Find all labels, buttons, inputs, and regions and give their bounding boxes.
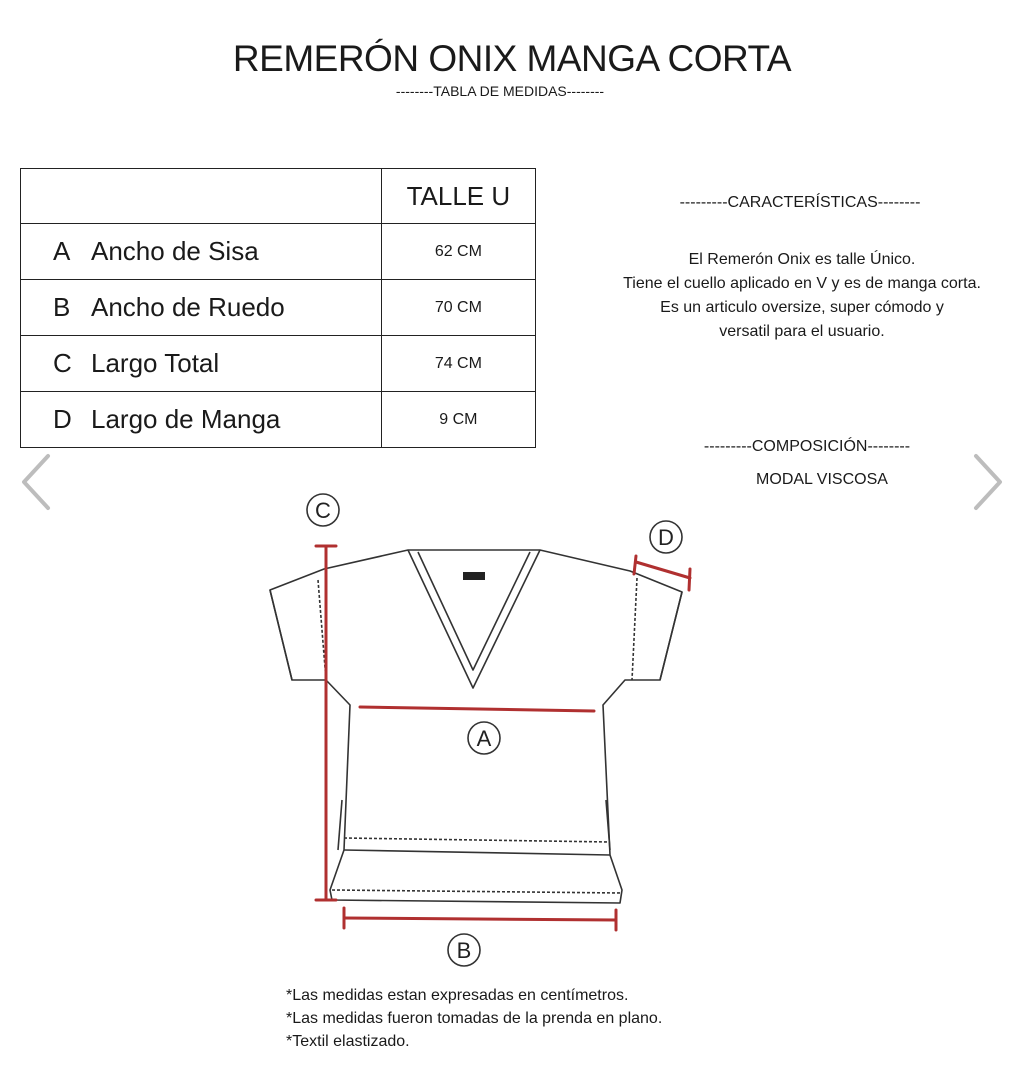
measure-name: Ancho de Sisa — [91, 236, 259, 266]
notes — [286, 984, 662, 1053]
page-title: REMERÓN ONIX MANGA CORTA — [232, 38, 792, 79]
measure-name-cell — [21, 392, 382, 448]
table-row — [21, 392, 536, 448]
measure-name: Ancho de Ruedo — [91, 292, 285, 322]
note-line: *Las medidas fueron tomadas de la prenda en plano. — [286, 1010, 663, 1027]
table-row — [21, 336, 536, 392]
size-table — [20, 168, 536, 448]
measure-value: 9 CM — [381, 392, 535, 448]
measure-name-cell — [21, 280, 382, 336]
composicion-value: MODAL VISCOSA — [756, 471, 888, 488]
measure-name: Largo de Manga — [91, 404, 281, 434]
caracteristicas-title: ---------CARACTERÍSTICAS-------- — [679, 194, 921, 211]
measure-value: 74 CM — [381, 336, 535, 392]
measure-value: 62 CM — [381, 224, 535, 280]
measure-letter: A — [53, 236, 71, 266]
note-line: *Las medidas estan expresadas en centímetros. — [286, 987, 629, 1004]
brand-tag-icon — [463, 572, 485, 580]
measure-line-a — [360, 707, 594, 711]
chevron-right-icon[interactable] — [968, 452, 1008, 512]
measure-letter: D — [53, 404, 72, 434]
label-c: C — [315, 498, 331, 523]
table-row — [21, 280, 536, 336]
garment-diagram — [250, 480, 710, 980]
table-subtitle: --------TABLA DE MEDIDAS-------- — [395, 83, 605, 99]
measure-value: 70 CM — [381, 280, 535, 336]
measurement-lines — [316, 546, 690, 930]
note-line: *Textil elastizado. — [286, 1033, 410, 1050]
label-d: D — [658, 525, 674, 550]
composicion-title: ---------COMPOSICIÓN-------- — [703, 438, 911, 455]
chevron-left-icon[interactable] — [16, 452, 56, 512]
measure-line-b — [344, 918, 616, 920]
table-row — [21, 224, 536, 280]
caracteristicas-line: Es un articulo oversize, super cómodo y — [660, 299, 944, 316]
measure-name: Largo Total — [91, 348, 220, 378]
measure-name-cell — [21, 336, 382, 392]
measure-line-d — [636, 562, 690, 578]
caracteristicas-line: versatil para el usuario. — [719, 323, 885, 340]
caracteristicas-text — [580, 248, 1024, 344]
label-a: A — [476, 726, 492, 751]
caracteristicas-line: Tiene el cuello aplicado en V y es de manga corta. — [623, 275, 981, 292]
label-b: B — [456, 938, 472, 963]
size-table-corner — [21, 169, 382, 224]
measure-name-cell — [21, 224, 382, 280]
measure-letter: C — [53, 348, 72, 378]
size-table-header-row — [21, 169, 536, 224]
caracteristicas-line: El Remerón Onix es talle Único. — [688, 251, 916, 268]
measure-letter: B — [53, 292, 71, 322]
size-column-header: TALLE U — [381, 169, 535, 224]
